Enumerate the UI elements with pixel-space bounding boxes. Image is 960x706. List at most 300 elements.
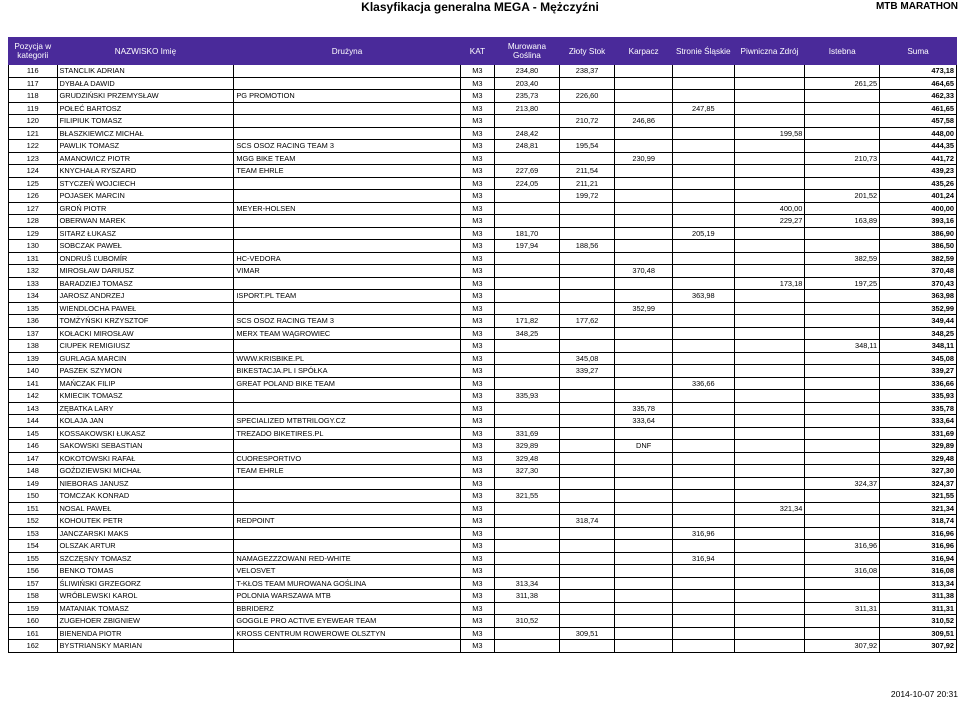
category-cell: M3: [460, 102, 494, 115]
name-cell: POŁEĆ BARTOSZ: [57, 102, 234, 115]
stage-murowana-cell: [495, 402, 560, 415]
stage-zloty-stok-cell: 199,72: [559, 190, 615, 203]
category-cell: M3: [460, 265, 494, 278]
stage-karpacz-cell: [615, 365, 673, 378]
stage-karpacz-cell: [615, 240, 673, 253]
stage-zloty-stok-cell: [559, 640, 615, 653]
name-cell: JAROSZ ANDRZEJ: [57, 290, 234, 303]
name-cell: SZCZĘSNY TOMASZ: [57, 552, 234, 565]
table-row: [9, 240, 957, 253]
name-cell: ZUGEHOER ZBIGNIEW: [57, 615, 234, 628]
table-row: [9, 615, 957, 628]
name-cell: SITARZ ŁUKASZ: [57, 227, 234, 240]
stage-stronie-cell: [672, 465, 734, 478]
stage-murowana-cell: 327,30: [495, 465, 560, 478]
stage-stronie-cell: [672, 540, 734, 553]
table-row: [9, 552, 957, 565]
name-cell: GRUDZIŃSKI PRZEMYSŁAW: [57, 90, 234, 103]
stage-zloty-stok-cell: [559, 377, 615, 390]
table-row: [9, 602, 957, 615]
stage-zloty-stok-cell: [559, 527, 615, 540]
stage-karpacz-cell: [615, 577, 673, 590]
name-cell: JANCZARSKI MAKS: [57, 527, 234, 540]
position-cell: 160: [9, 615, 58, 628]
position-cell: 143: [9, 402, 58, 415]
stage-karpacz-cell: [615, 377, 673, 390]
category-cell: M3: [460, 115, 494, 128]
team-cell: [234, 502, 460, 515]
table-row: [9, 315, 957, 328]
stage-murowana-cell: [495, 527, 560, 540]
name-cell: WRÓBLEWSKI KAROL: [57, 590, 234, 603]
total-cell: 327,30: [880, 465, 957, 478]
team-cell: VIMAR: [234, 265, 460, 278]
stage-murowana-cell: [495, 565, 560, 578]
stage-piwniczna-cell: [734, 552, 805, 565]
team-cell: [234, 102, 460, 115]
team-cell: ISPORT.PL TEAM: [234, 290, 460, 303]
team-cell: SPECIALIZED MTBTRILOGY.CZ: [234, 415, 460, 428]
stage-zloty-stok-cell: [559, 252, 615, 265]
stage-piwniczna-cell: [734, 490, 805, 503]
stage-murowana-cell: 171,82: [495, 315, 560, 328]
table-row: [9, 477, 957, 490]
stage-istebna-cell: [805, 465, 880, 478]
position-cell: 162: [9, 640, 58, 653]
stage-zloty-stok-cell: 177,62: [559, 315, 615, 328]
stage-piwniczna-cell: [734, 577, 805, 590]
stage-istebna-cell: [805, 415, 880, 428]
position-cell: 161: [9, 627, 58, 640]
total-cell: 335,78: [880, 402, 957, 415]
stage-stronie-cell: [672, 215, 734, 228]
category-cell: M3: [460, 140, 494, 153]
position-cell: 137: [9, 327, 58, 340]
team-cell: [234, 127, 460, 140]
stage-karpacz-cell: [615, 290, 673, 303]
table-row: [9, 202, 957, 215]
team-cell: BIKESTACJA.PL I SPÓŁKA: [234, 365, 460, 378]
total-cell: 370,43: [880, 277, 957, 290]
total-cell: 311,38: [880, 590, 957, 603]
total-cell: 316,08: [880, 565, 957, 578]
category-cell: M3: [460, 227, 494, 240]
stage-piwniczna-cell: [734, 252, 805, 265]
table-row: [9, 340, 957, 353]
stage-piwniczna-cell: [734, 377, 805, 390]
total-cell: 316,96: [880, 540, 957, 553]
stage-piwniczna-cell: [734, 602, 805, 615]
position-cell: 120: [9, 115, 58, 128]
stage-piwniczna-cell: [734, 365, 805, 378]
position-cell: 134: [9, 290, 58, 303]
position-cell: 138: [9, 340, 58, 353]
name-cell: MATANIAK TOMASZ: [57, 602, 234, 615]
name-cell: AMANOWICZ PIOTR: [57, 152, 234, 165]
stage-karpacz-cell: [615, 615, 673, 628]
table-row: [9, 352, 957, 365]
stage-stronie-cell: 247,85: [672, 102, 734, 115]
stage-stronie-cell: [672, 577, 734, 590]
stage-karpacz-cell: [615, 627, 673, 640]
stage-murowana-cell: 310,52: [495, 615, 560, 628]
stage-stronie-cell: 205,19: [672, 227, 734, 240]
stage-zloty-stok-cell: [559, 465, 615, 478]
stage-zloty-stok-cell: [559, 602, 615, 615]
table-row: [9, 290, 957, 303]
position-cell: 140: [9, 365, 58, 378]
stage-murowana-cell: 331,69: [495, 427, 560, 440]
category-cell: M3: [460, 502, 494, 515]
stage-stronie-cell: [672, 640, 734, 653]
table-row: [9, 540, 957, 553]
table-row: [9, 77, 957, 90]
position-cell: 146: [9, 440, 58, 453]
table-row: [9, 115, 957, 128]
stage-zloty-stok-cell: [559, 565, 615, 578]
stage-istebna-cell: [805, 352, 880, 365]
stage-piwniczna-cell: [734, 240, 805, 253]
stage-karpacz-cell: [615, 477, 673, 490]
team-cell: [234, 277, 460, 290]
team-cell: WWW.KRISBIKE.PL: [234, 352, 460, 365]
stage-stronie-cell: [672, 315, 734, 328]
stage-karpacz-cell: [615, 465, 673, 478]
stage-zloty-stok-cell: [559, 552, 615, 565]
table-row: [9, 515, 957, 528]
total-cell: 457,58: [880, 115, 957, 128]
stage-murowana-cell: [495, 302, 560, 315]
stage-piwniczna-cell: 321,34: [734, 502, 805, 515]
table-row: [9, 102, 957, 115]
stage-istebna-cell: [805, 315, 880, 328]
category-cell: M3: [460, 240, 494, 253]
position-cell: 149: [9, 477, 58, 490]
total-cell: 316,96: [880, 527, 957, 540]
table-row: [9, 190, 957, 203]
position-cell: 156: [9, 565, 58, 578]
stage-karpacz-cell: [615, 227, 673, 240]
category-cell: M3: [460, 315, 494, 328]
total-cell: 444,35: [880, 140, 957, 153]
stage-murowana-cell: [495, 202, 560, 215]
team-cell: BBRIDERZ: [234, 602, 460, 615]
stage-stronie-cell: [672, 265, 734, 278]
position-cell: 144: [9, 415, 58, 428]
team-cell: [234, 402, 460, 415]
stage-murowana-cell: [495, 352, 560, 365]
stage-murowana-cell: 329,48: [495, 452, 560, 465]
category-cell: M3: [460, 465, 494, 478]
stage-zloty-stok-cell: [559, 440, 615, 453]
table-row: [9, 377, 957, 390]
name-cell: TOMCZAK KONRAD: [57, 490, 234, 503]
stage-istebna-cell: [805, 177, 880, 190]
stage-istebna-cell: [805, 140, 880, 153]
position-cell: 127: [9, 202, 58, 215]
category-cell: M3: [460, 490, 494, 503]
stage-karpacz-cell: [615, 565, 673, 578]
category-cell: M3: [460, 577, 494, 590]
stage-stronie-cell: [672, 390, 734, 403]
category-cell: M3: [460, 65, 494, 78]
category-cell: M3: [460, 365, 494, 378]
table-row: [9, 415, 957, 428]
name-cell: NOSAL PAWEŁ: [57, 502, 234, 515]
stage-murowana-cell: [495, 277, 560, 290]
team-cell: REDPOINT: [234, 515, 460, 528]
name-cell: BENKO TOMAS: [57, 565, 234, 578]
table-row: [9, 327, 957, 340]
name-cell: ONDRUŠ ĽUBOMÍR: [57, 252, 234, 265]
stage-piwniczna-cell: [734, 327, 805, 340]
name-cell: POJASEK MARCIN: [57, 190, 234, 203]
stage-istebna-cell: [805, 527, 880, 540]
position-cell: 126: [9, 190, 58, 203]
name-cell: KOLAJA JAN: [57, 415, 234, 428]
stage-piwniczna-cell: [734, 440, 805, 453]
stage-karpacz-cell: [615, 90, 673, 103]
stage-istebna-cell: [805, 377, 880, 390]
stage-piwniczna-cell: 400,00: [734, 202, 805, 215]
position-cell: 147: [9, 452, 58, 465]
stage-stronie-cell: [672, 190, 734, 203]
stage-murowana-cell: [495, 252, 560, 265]
stage-istebna-cell: [805, 240, 880, 253]
stage-piwniczna-cell: 173,18: [734, 277, 805, 290]
total-cell: 448,00: [880, 127, 957, 140]
table-row: [9, 265, 957, 278]
category-cell: M3: [460, 77, 494, 90]
name-cell: KOHOUTEK PETR: [57, 515, 234, 528]
team-cell: [234, 227, 460, 240]
stage-zloty-stok-cell: 238,37: [559, 65, 615, 78]
stage-stronie-cell: [672, 452, 734, 465]
total-cell: 313,34: [880, 577, 957, 590]
position-cell: 136: [9, 315, 58, 328]
stage-zloty-stok-cell: [559, 277, 615, 290]
stage-piwniczna-cell: [734, 590, 805, 603]
stage-piwniczna-cell: [734, 477, 805, 490]
stage-zloty-stok-cell: [559, 415, 615, 428]
team-cell: [234, 215, 460, 228]
total-cell: 348,25: [880, 327, 957, 340]
team-cell: [234, 302, 460, 315]
stage-istebna-cell: 201,52: [805, 190, 880, 203]
stage-karpacz-cell: [615, 502, 673, 515]
position-cell: 132: [9, 265, 58, 278]
column-header: Pozycja w kategorii: [9, 38, 58, 65]
name-cell: GROŃ PIOTR: [57, 202, 234, 215]
stage-murowana-cell: 203,40: [495, 77, 560, 90]
position-cell: 141: [9, 377, 58, 390]
stage-karpacz-cell: [615, 602, 673, 615]
team-cell: MERX TEAM WĄGROWIEC: [234, 327, 460, 340]
stage-stronie-cell: [672, 427, 734, 440]
total-cell: 324,37: [880, 477, 957, 490]
stage-istebna-cell: [805, 615, 880, 628]
stage-murowana-cell: 321,55: [495, 490, 560, 503]
stage-istebna-cell: 311,31: [805, 602, 880, 615]
stage-stronie-cell: [672, 590, 734, 603]
stage-zloty-stok-cell: [559, 577, 615, 590]
table-row: [9, 177, 957, 190]
total-cell: 349,44: [880, 315, 957, 328]
stage-piwniczna-cell: [734, 340, 805, 353]
stage-piwniczna-cell: [734, 90, 805, 103]
stage-stronie-cell: [672, 477, 734, 490]
name-cell: TOMŻYŃSKI KRZYSZTOF: [57, 315, 234, 328]
stage-karpacz-cell: [615, 77, 673, 90]
page-header: [0, 0, 960, 16]
stage-zloty-stok-cell: [559, 427, 615, 440]
category-cell: M3: [460, 515, 494, 528]
stage-stronie-cell: [672, 502, 734, 515]
name-cell: BIENENDA PIOTR: [57, 627, 234, 640]
name-cell: ZĘBATKA LARY: [57, 402, 234, 415]
total-cell: 348,11: [880, 340, 957, 353]
total-cell: 386,90: [880, 227, 957, 240]
stage-stronie-cell: [672, 127, 734, 140]
stage-piwniczna-cell: [734, 452, 805, 465]
table-row: [9, 365, 957, 378]
stage-istebna-cell: [805, 115, 880, 128]
stage-istebna-cell: 382,59: [805, 252, 880, 265]
category-cell: M3: [460, 252, 494, 265]
stage-istebna-cell: [805, 165, 880, 178]
category-cell: M3: [460, 602, 494, 615]
stage-karpacz-cell: [615, 65, 673, 78]
table-row: [9, 640, 957, 653]
stage-stronie-cell: [672, 515, 734, 528]
stage-zloty-stok-cell: [559, 540, 615, 553]
column-header: NAZWISKO Imię: [57, 38, 234, 65]
stage-zloty-stok-cell: [559, 152, 615, 165]
name-cell: KOSSAKOWSKI ŁUKASZ: [57, 427, 234, 440]
name-cell: STANCLIK ADRIAN: [57, 65, 234, 78]
stage-piwniczna-cell: [734, 190, 805, 203]
team-cell: [234, 540, 460, 553]
category-cell: M3: [460, 165, 494, 178]
stage-karpacz-cell: [615, 315, 673, 328]
total-cell: 386,50: [880, 240, 957, 253]
category-cell: M3: [460, 640, 494, 653]
stage-istebna-cell: [805, 515, 880, 528]
name-cell: OLSZAK ARTUR: [57, 540, 234, 553]
team-cell: HC-VEDORA: [234, 252, 460, 265]
team-cell: T-KŁOS TEAM MUROWANA GOŚLINA: [234, 577, 460, 590]
brand-name: MTB MARATHON: [875, 1, 958, 12]
stage-piwniczna-cell: [734, 402, 805, 415]
position-cell: 129: [9, 227, 58, 240]
stage-piwniczna-cell: [734, 390, 805, 403]
stage-piwniczna-cell: [734, 102, 805, 115]
stage-piwniczna-cell: [734, 515, 805, 528]
position-cell: 157: [9, 577, 58, 590]
stage-stronie-cell: 336,66: [672, 377, 734, 390]
category-cell: M3: [460, 477, 494, 490]
stage-murowana-cell: 227,69: [495, 165, 560, 178]
total-cell: 352,99: [880, 302, 957, 315]
category-cell: M3: [460, 390, 494, 403]
stage-karpacz-cell: [615, 202, 673, 215]
table-row: [9, 165, 957, 178]
stage-zloty-stok-cell: [559, 502, 615, 515]
team-cell: PG PROMOTION: [234, 90, 460, 103]
stage-stronie-cell: [672, 440, 734, 453]
category-cell: M3: [460, 627, 494, 640]
position-cell: 145: [9, 427, 58, 440]
stage-zloty-stok-cell: [559, 102, 615, 115]
name-cell: BYSTRIANSKY MARIAN: [57, 640, 234, 653]
category-cell: M3: [460, 340, 494, 353]
stage-piwniczna-cell: [734, 415, 805, 428]
total-cell: 310,52: [880, 615, 957, 628]
position-cell: 117: [9, 77, 58, 90]
stage-stronie-cell: [672, 302, 734, 315]
stage-piwniczna-cell: [734, 265, 805, 278]
category-cell: M3: [460, 415, 494, 428]
stage-murowana-cell: 311,38: [495, 590, 560, 603]
stage-murowana-cell: 197,94: [495, 240, 560, 253]
stage-stronie-cell: [672, 340, 734, 353]
stage-murowana-cell: 224,05: [495, 177, 560, 190]
position-cell: 135: [9, 302, 58, 315]
position-cell: 148: [9, 465, 58, 478]
stage-karpacz-cell: [615, 327, 673, 340]
name-cell: FILIPIUK TOMASZ: [57, 115, 234, 128]
table-row: [9, 465, 957, 478]
stage-istebna-cell: [805, 390, 880, 403]
stage-zloty-stok-cell: 318,74: [559, 515, 615, 528]
stage-murowana-cell: [495, 502, 560, 515]
total-cell: 329,89: [880, 440, 957, 453]
stage-murowana-cell: 235,73: [495, 90, 560, 103]
total-cell: 316,94: [880, 552, 957, 565]
name-cell: BARADZIEJ TOMASZ: [57, 277, 234, 290]
stage-murowana-cell: [495, 640, 560, 653]
stage-karpacz-cell: [615, 527, 673, 540]
stage-karpacz-cell: [615, 215, 673, 228]
team-cell: [234, 177, 460, 190]
stage-istebna-cell: [805, 440, 880, 453]
stage-murowana-cell: [495, 552, 560, 565]
stage-istebna-cell: 197,25: [805, 277, 880, 290]
total-cell: 401,24: [880, 190, 957, 203]
position-cell: 118: [9, 90, 58, 103]
category-cell: M3: [460, 127, 494, 140]
stage-zloty-stok-cell: 226,60: [559, 90, 615, 103]
name-cell: KOKOTOWSKI RAFAŁ: [57, 452, 234, 465]
stage-murowana-cell: [495, 477, 560, 490]
stage-murowana-cell: [495, 627, 560, 640]
stage-stronie-cell: [672, 277, 734, 290]
total-cell: 363,98: [880, 290, 957, 303]
stage-stronie-cell: [672, 140, 734, 153]
team-cell: [234, 240, 460, 253]
team-cell: TEAM EHRLE: [234, 465, 460, 478]
category-cell: M3: [460, 302, 494, 315]
team-cell: [234, 390, 460, 403]
stage-piwniczna-cell: [734, 177, 805, 190]
stage-karpacz-cell: 370,48: [615, 265, 673, 278]
team-cell: SCS OSOZ RACING TEAM 3: [234, 140, 460, 153]
total-cell: 329,48: [880, 452, 957, 465]
stage-murowana-cell: [495, 265, 560, 278]
position-cell: 116: [9, 65, 58, 78]
column-header: Drużyna: [234, 38, 460, 65]
stage-zloty-stok-cell: [559, 77, 615, 90]
